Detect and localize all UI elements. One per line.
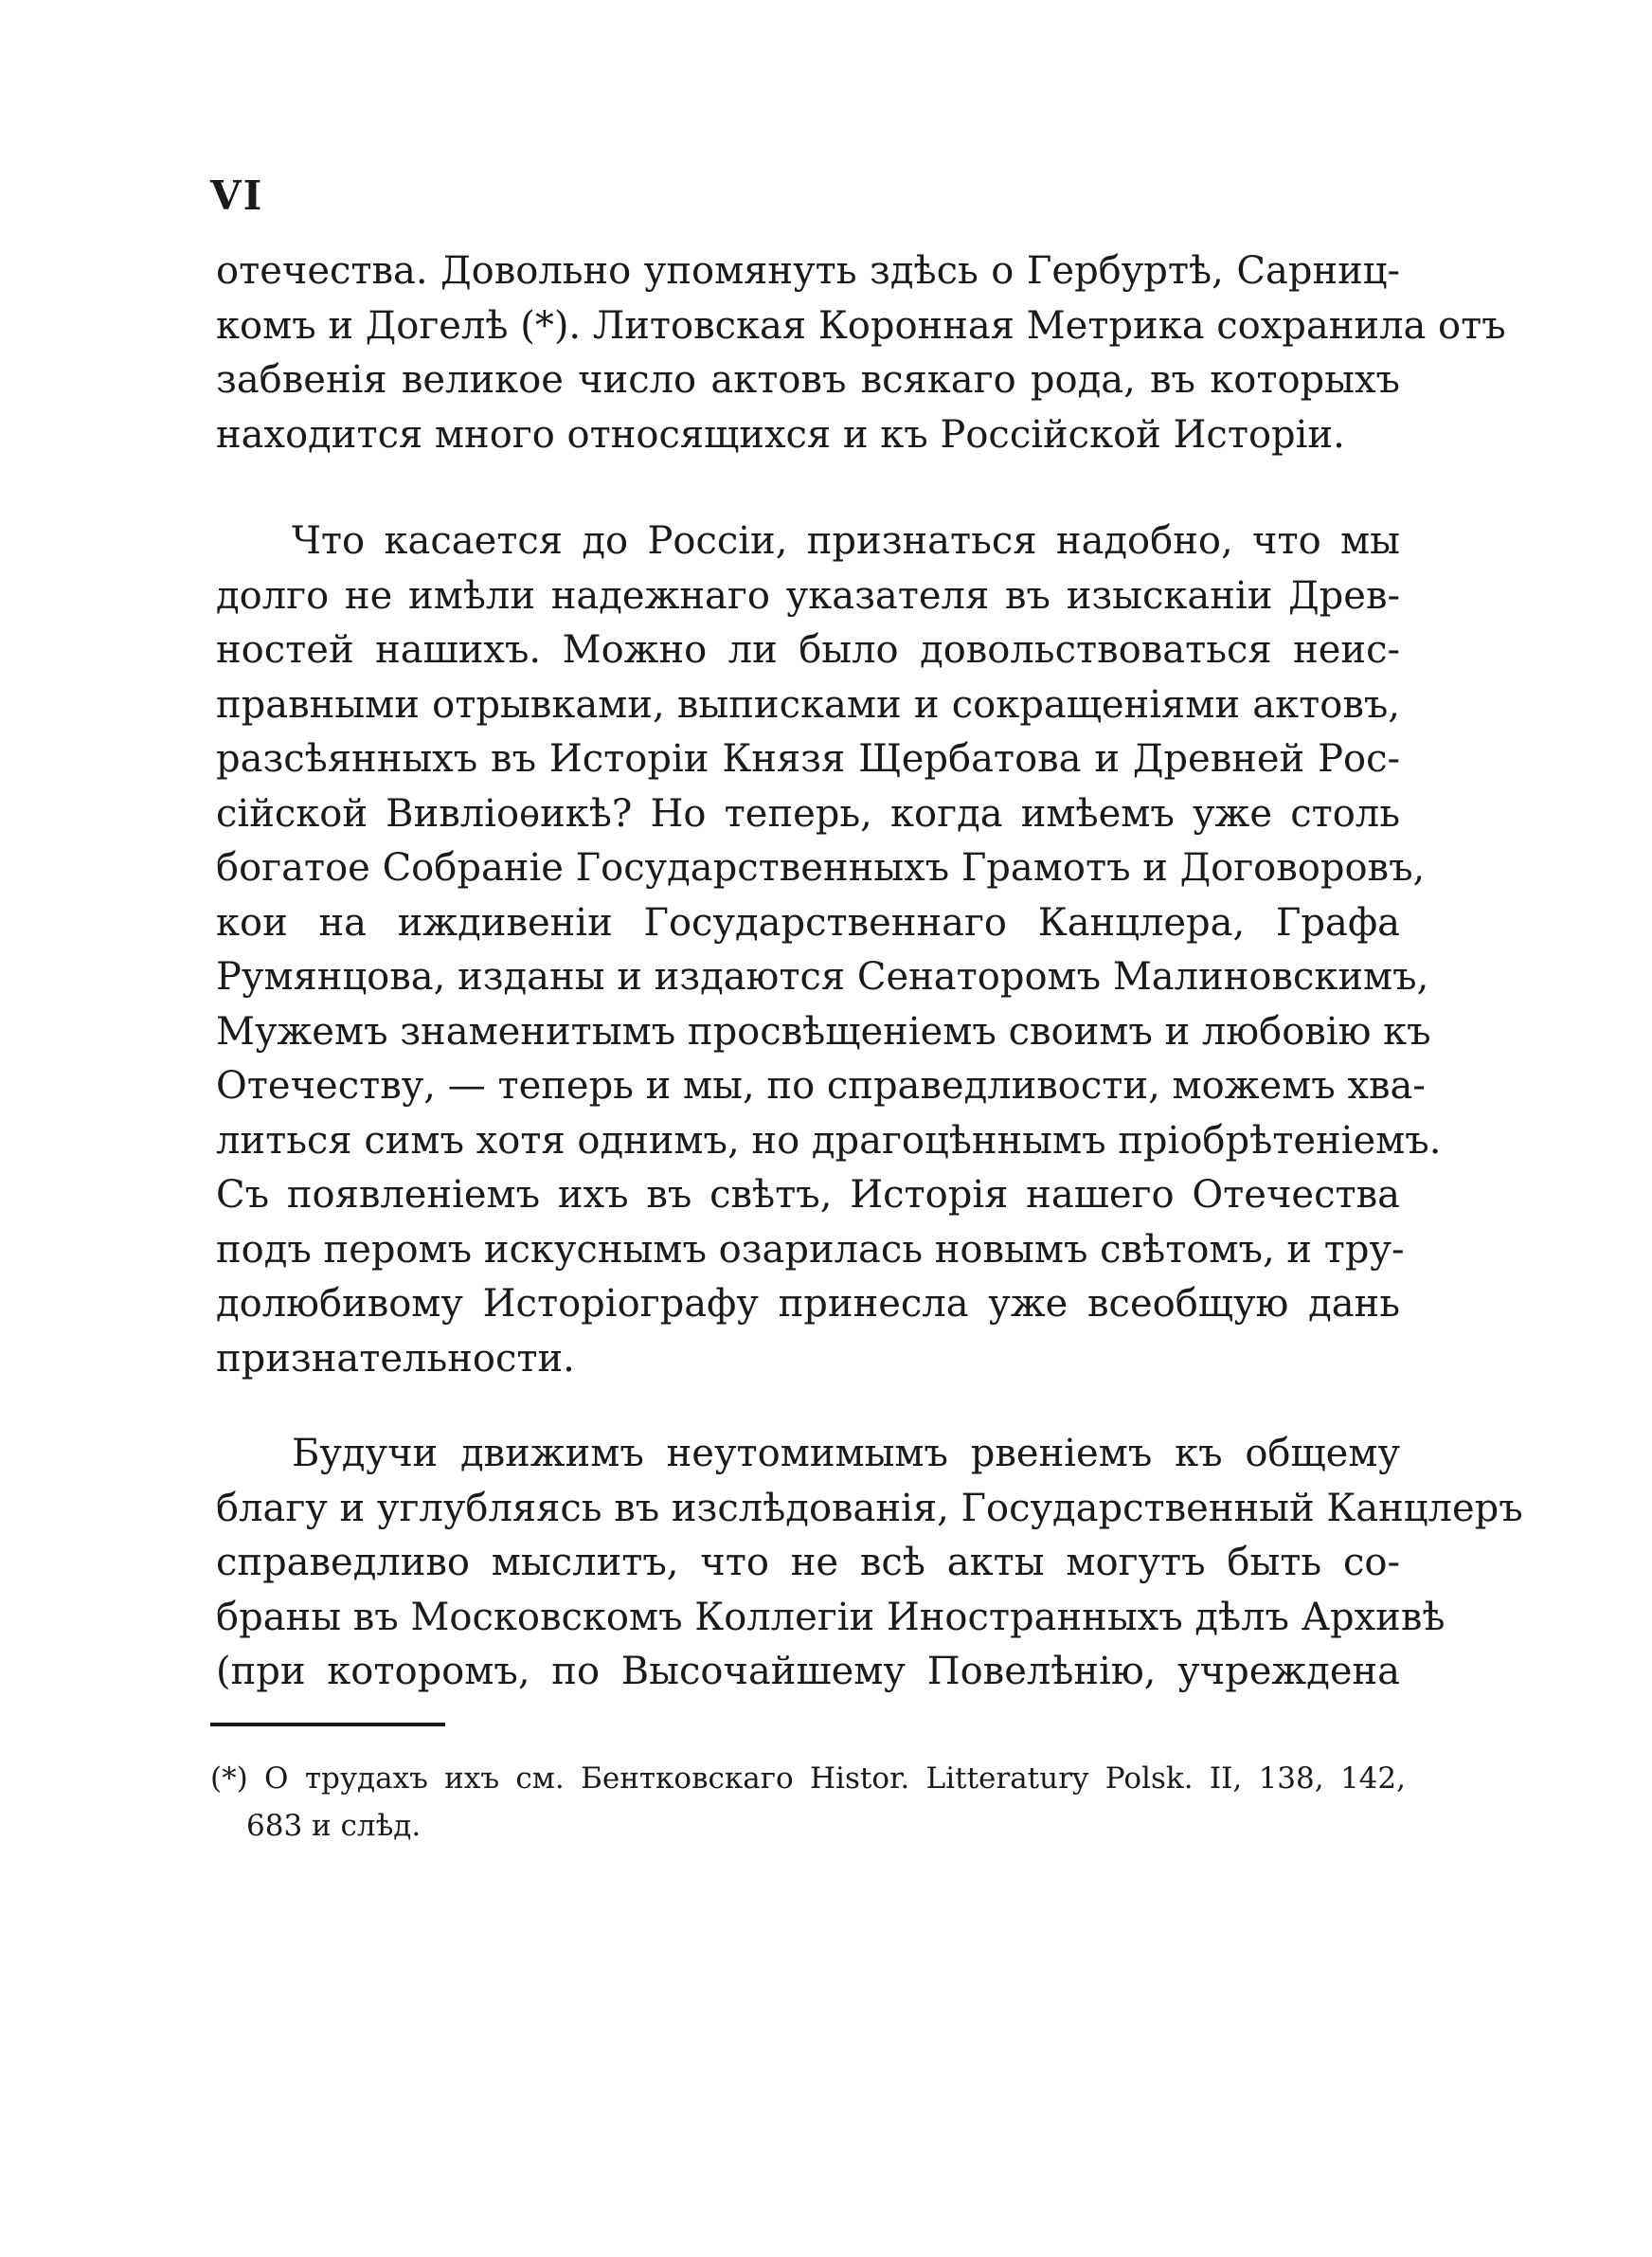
text-line: благу и углубляясь въ изслѣдованія, Государственный Канцлеръ — [216, 1486, 1523, 1530]
text-line: Что касается до Россіи, признаться надобно, что мы — [292, 519, 1400, 563]
text-line: Съ появленіемъ ихъ въ свѣтъ, Исторія нашего Отечества — [216, 1173, 1400, 1217]
text-line: Отечеству, — теперь и мы, по справедливости, можемъ хва- — [216, 1064, 1426, 1108]
footnote — [210, 1755, 1406, 1850]
text-line: подъ перомъ искуснымъ озарилась новымъ свѣтомъ, и тру- — [216, 1227, 1405, 1272]
text-line: (при которомъ, по Высочайшему Повелѣнію, учреждена — [216, 1650, 1400, 1693]
footnote-divider — [210, 1723, 445, 1726]
text-line: ностей нашихъ. Можно ли было довольствоваться неис- — [216, 628, 1400, 672]
text-line: справедливо мыслитъ, что не всѣ акты могутъ быть со- — [216, 1541, 1400, 1584]
paragraph — [216, 515, 1442, 1386]
text-line: комъ и Догелѣ (*). Литовская Коронная Метрика сохранила отъ — [216, 303, 1506, 348]
text-line: находится много относящихся и къ Россійской Исторіи. — [216, 412, 1345, 457]
text-line: Будучи движимъ неутомимымъ рвеніемъ къ общему — [292, 1432, 1400, 1475]
page-number: VI — [210, 172, 264, 219]
text-line: отечества. Довольно упомянуть здѣсь о Гербуртѣ, Сарниц- — [216, 249, 1400, 293]
text-line: разсѣянныхъ въ Исторіи Князя Щербатова и Древней Рос- — [216, 737, 1400, 781]
text-line: долюбивому Исторіографу принесла уже всеобщую дань — [216, 1282, 1400, 1326]
text-line: литься симъ хотя однимъ, но драгоцѣннымъ пріобрѣтеніемъ. — [216, 1118, 1442, 1163]
text-line: правными отрывками, выписками и сокращеніями актовъ, — [216, 682, 1400, 727]
text-line: забвенія великое число актовъ всякаго рода, въ которыхъ — [216, 358, 1400, 402]
footnote-line: 683 и слѣд. — [246, 1809, 422, 1843]
text-line: долго не имѣли надежнаго указателя въ изысканіи Древ- — [216, 573, 1400, 618]
text-line: богатое Собраніе Государственныхъ Грамотъ и Договоровъ, — [216, 846, 1426, 890]
text-line: кои на иждивеніи Государственнаго Канцлера, Графа — [216, 900, 1400, 945]
paragraph — [216, 244, 1506, 462]
paragraph — [216, 1427, 1523, 1700]
footnote-line: (*) О трудахъ ихъ см. Бентковскаго Histor. Litteratury Polsk. II, 138, 142, — [210, 1761, 1406, 1796]
text-line: признательности. — [216, 1336, 575, 1381]
text-line: браны въ Московскомъ Коллегіи Иностранныхъ дѣлъ Архивѣ — [216, 1595, 1446, 1639]
text-line: Мужемъ знаменитымъ просвѣщеніемъ своимъ и любовію къ — [216, 1009, 1431, 1054]
text-line: сійской Вивліоѳикѣ? Но теперь, когда имѣемъ уже столь — [216, 791, 1400, 836]
text-line: Румянцова, изданы и издаются Сенаторомъ Малиновскимъ, — [216, 955, 1429, 999]
